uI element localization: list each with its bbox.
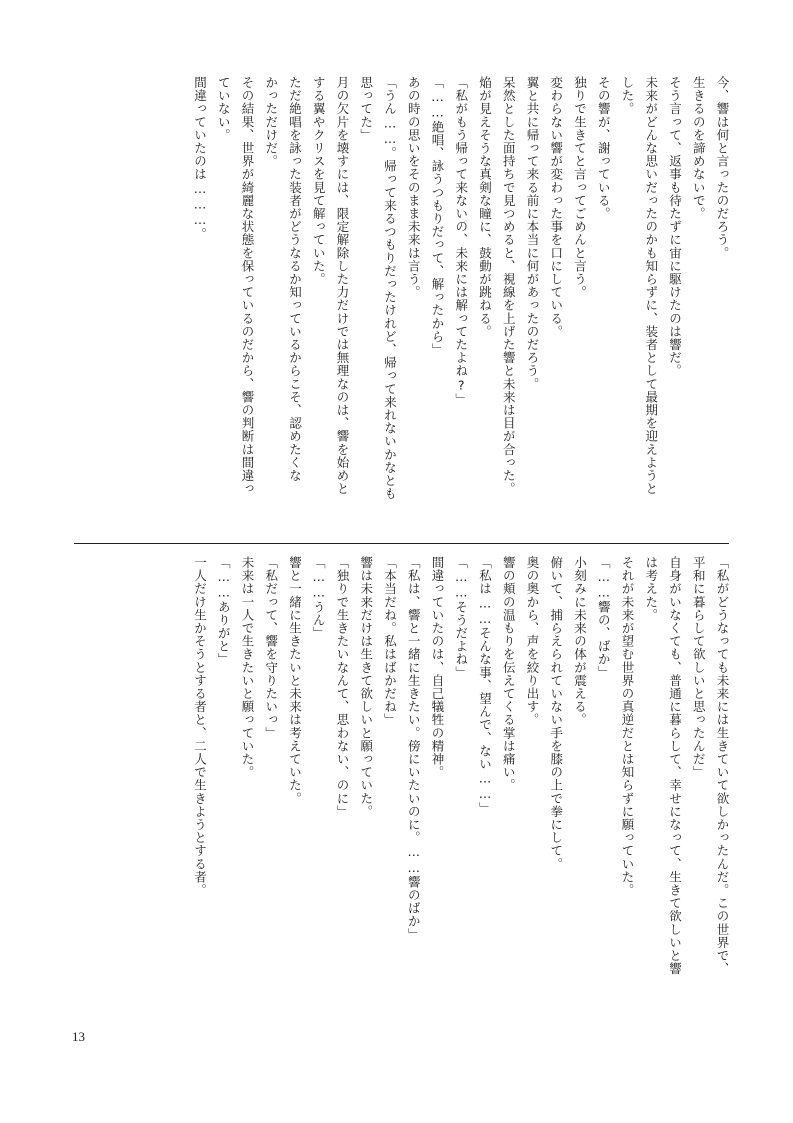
text-line: 俯いて、捕らえられていない手を膝の上で拳にして。 [548,556,564,871]
text-line: 翼と共に帰って来る前に本当に何があったのだろう。 [525,76,540,391]
text-line: その結果、世界が綺麗な状態を保っているのだから、響の判断は間違っ [240,76,255,496]
text-line: する翼やクリスを見て解っていた。 [311,76,327,286]
text-line: 響は未来だけは生きて欲しいと願っていた。 [358,556,374,818]
text-line: かっただけだ。 [263,76,279,168]
text-line: 間違っていたのは………。 [192,76,208,241]
text-line: 「……響の、ばか」 [596,556,612,679]
top-text-block [188,76,734,544]
text-line: あの時の思いをそのまま未来は言う。 [406,76,422,299]
text-line: 響の頬の温もりを伝えてくる掌は痛い。 [501,556,517,792]
section-divider [74,543,729,544]
text-line: 変わらない響が変わった事を口にしている。 [548,76,564,338]
text-line: 「私だって、響を守りたいっ」 [263,556,279,740]
text-line: は考えた。 [643,556,659,622]
text-line: 自身がいなくても、普通に暮らして、幸せになって、生きて欲しいと響 [667,556,683,976]
text-line: 月の欠片を壊すには、限定解除した力だけでは無理なのは、響を始めと [335,76,350,496]
text-line: 平和に暮らして欲しいと思ったんだ」 [691,556,707,779]
text-line: 「私は……そんな事、望んで、ない……」 [477,556,493,815]
page-number: 13 [72,1029,85,1044]
text-line: それが未来が望む世界の真逆だとは知らずに願っていた。 [620,556,635,897]
text-line: 「……ありがと」 [216,556,232,666]
text-line: ただ絶唱を詠った装者がどうなるか知っているからこそ、認めたくな [287,76,303,483]
text-line: した。 [620,76,635,116]
text-line: 思ってた」 [358,76,374,142]
text-line: 小刻みに未来の体が震える。 [572,556,588,727]
text-line: 独りで生きてと言ってごめんと言う。 [572,76,588,299]
text-line: 「……そうだよね」 [453,556,469,679]
text-line: 「独りで生きたいなんて、思わない、のに」 [335,556,350,818]
text-line: 間違っていたのは、自己犠牲の精神。 [430,556,445,779]
text-line: 今、響は何と言ったのだろう。 [715,76,730,260]
text-line: そう言って、返事も待たずに宙に駆けたのは響だ。 [667,76,683,378]
text-line: 響と一緒に生きたいと未来は考えていた。 [287,556,303,805]
text-line: 「……うん」 [311,556,327,640]
text-line: 「……絶唱、詠うつもりだって、解ったから」 [430,76,445,357]
text-line: 焔が見えそうな真剣な瞳に、鼓動が跳ねる。 [477,76,493,338]
bottom-text-block [188,556,734,1026]
text-line: 奥の奥から、声を絞り出す。 [525,556,540,727]
text-line: 呆然とした面持ちで見つめると、視線を上げた響と未来は目が合った。 [501,76,517,496]
text-line: 「本当だね。私はばかだね」 [382,556,398,727]
text-line: 「私は、響と一緒に生きたい。傍にいたいのに。……響のばか」 [406,556,422,941]
text-line: その響が、謝っている。 [596,76,612,221]
text-line: 未来がどんな思いだったのかも知らずに、装者として最期を迎えようと [643,76,659,496]
text-line: 一人だけ生かそうとする者と、二人で生きようとする者。 [192,556,208,897]
text-line: 「私がもう帰って来ないの、未来には解ってたよね?」 [453,76,469,406]
text-line: 生きるのを諦めないで。 [691,76,707,221]
text-line: ていない。 [216,76,232,142]
text-line: 「私がどうなっても未来には生きていて欲しかったんだ。この世界で、 [715,556,730,976]
text-line: 「うん……。帰って来るつもりだったけれど、帰って来れないかなとも [382,76,398,501]
text-line: 未来は一人で生きたいと願っていた。 [240,556,255,779]
